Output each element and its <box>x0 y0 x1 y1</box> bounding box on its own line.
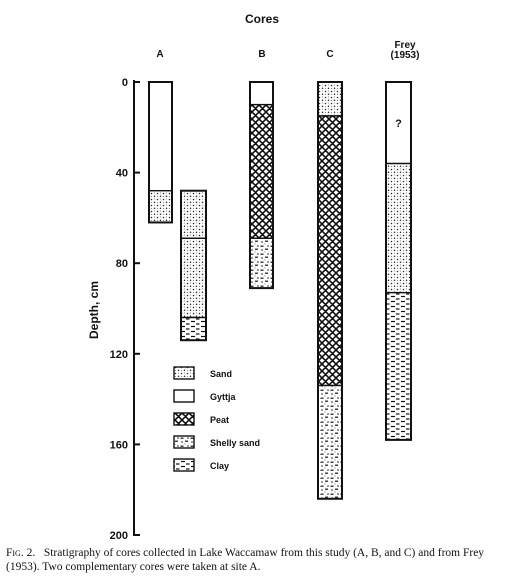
legend-label: Shelly sand <box>210 438 261 448</box>
layer-clay <box>386 293 411 440</box>
legend-label: Sand <box>210 369 233 379</box>
depth-axis-ticks <box>110 77 140 542</box>
layer-sand <box>386 164 411 293</box>
legend <box>174 367 260 471</box>
legend-swatch <box>174 436 194 448</box>
column-labels <box>156 40 419 61</box>
core-b <box>250 82 273 288</box>
legend-label: Gyttja <box>210 392 236 402</box>
legend-swatch <box>174 367 194 379</box>
layer-shelly-sand <box>318 386 342 499</box>
depth-tick-label: 40 <box>115 167 128 180</box>
legend-item-peat <box>174 413 229 425</box>
layer-peat <box>318 116 342 386</box>
depth-tick-label: 120 <box>109 348 128 361</box>
column-label-c: C <box>326 49 334 60</box>
column-label-frey: Frey <box>394 40 416 51</box>
layer-sand <box>181 238 206 317</box>
core-a <box>149 82 172 222</box>
legend-item-gyttja <box>174 390 237 402</box>
core-c <box>318 82 342 499</box>
core-frey <box>386 82 411 440</box>
column-label-b: B <box>258 49 266 60</box>
layer-gyttja <box>149 82 172 191</box>
legend-item-clay <box>174 459 229 471</box>
legend-swatch <box>174 390 194 402</box>
layer-clay <box>181 318 206 341</box>
legend-label: Peat <box>210 415 230 425</box>
layer-shelly-sand <box>250 238 273 288</box>
column-label-a: A <box>156 49 164 60</box>
layer-sand <box>149 191 172 223</box>
depth-tick-label: 200 <box>109 530 128 542</box>
legend-item-sand <box>174 367 232 379</box>
layer-peat <box>250 105 273 239</box>
depth-tick-label: 80 <box>115 258 128 271</box>
diagram-title: Cores <box>244 12 280 26</box>
layer-gyttja <box>250 82 273 105</box>
legend-label: Clay <box>210 461 230 471</box>
caption-text: Stratigraphy of cores collected in Lake Waccamaw from this study (A, B, and C) and from Frey (1953). Two complementary cores were taken at site A. <box>6 547 485 573</box>
caption-figure-number: Fig. 2. <box>6 547 36 559</box>
legend-swatch <box>174 459 194 471</box>
uncertain-mark: ? <box>395 117 402 130</box>
legend-item-shelly-sand <box>174 436 260 448</box>
column-label-frey: (1953) <box>390 50 420 61</box>
layer-sand <box>181 191 206 239</box>
depth-axis-label: Depth, cm <box>87 280 101 340</box>
figure-caption <box>6 546 518 574</box>
legend-swatch <box>174 413 194 425</box>
layer-sand <box>318 82 342 116</box>
core-a-complementary <box>181 191 206 340</box>
depth-tick-label: 0 <box>121 77 128 89</box>
depth-axis <box>87 77 140 542</box>
depth-tick-label: 160 <box>109 439 128 452</box>
